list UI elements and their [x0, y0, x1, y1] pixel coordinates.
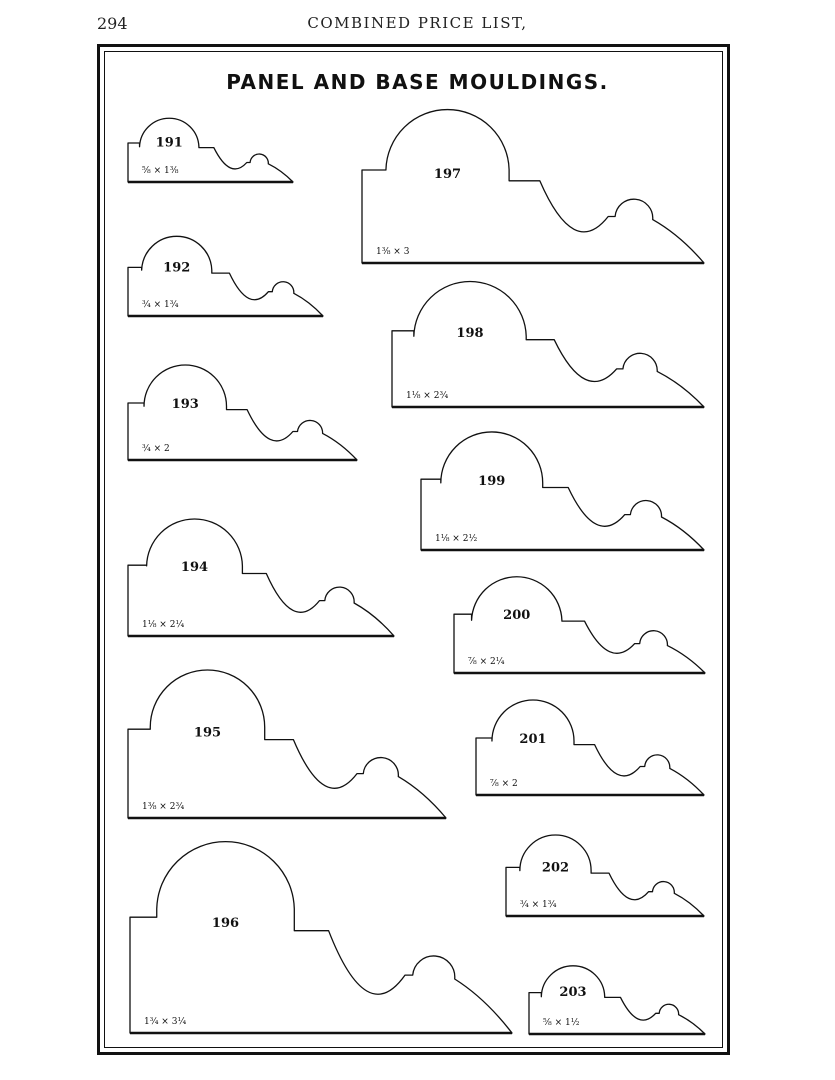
plate-title: PANEL AND BASE MOULDINGS. — [226, 70, 609, 94]
moulding-size-label: ¾ × 2 — [142, 444, 170, 454]
moulding-196 — [130, 842, 512, 1033]
moulding-192 — [128, 236, 323, 316]
moulding-size-label: 1⅜ × 2¾ — [142, 802, 185, 812]
running-head: COMBINED PRICE LIST, — [307, 14, 528, 32]
moulding-size-label: ¾ × 1¾ — [142, 300, 179, 310]
moulding-200 — [454, 577, 705, 673]
moulding-202 — [506, 835, 704, 916]
moulding-profile-outline — [362, 110, 704, 263]
moulding-number: 197 — [433, 166, 462, 182]
moulding-size-label: 1⅛ × 2¼ — [142, 620, 185, 630]
moulding-size-label: ⅞ × 2¼ — [468, 657, 505, 667]
moulding-profile-outline — [128, 670, 446, 818]
moulding-193 — [128, 365, 357, 460]
moulding-number: 196 — [211, 915, 240, 931]
moulding-size-label: 1⅛ × 2½ — [435, 534, 478, 544]
moulding-size-label: 1¾ × 3¼ — [144, 1017, 187, 1027]
moulding-profile-outline — [421, 432, 704, 550]
moulding-number: 191 — [155, 135, 183, 151]
moulding-profile-outline — [392, 281, 704, 407]
moulding-size-label: ⅝ × 1½ — [543, 1018, 580, 1028]
moulding-203 — [529, 966, 705, 1034]
moulding-195 — [128, 670, 446, 818]
moulding-194 — [128, 519, 394, 636]
moulding-number: 203 — [559, 985, 587, 1001]
moulding-number: 202 — [541, 860, 570, 876]
moulding-size-label: 1⅛ × 2¾ — [406, 391, 449, 401]
moulding-number: 200 — [503, 608, 531, 624]
moulding-number: 199 — [478, 474, 506, 490]
moulding-size-label: ¾ × 1¾ — [520, 900, 557, 910]
moulding-profile-outline — [130, 842, 512, 1033]
page-number: 294 — [97, 14, 128, 33]
moulding-191 — [128, 118, 293, 182]
moulding-number: 195 — [193, 725, 222, 741]
moulding-number: 192 — [163, 260, 191, 276]
moulding-number: 198 — [456, 326, 484, 342]
moulding-number: 193 — [171, 396, 199, 412]
moulding-size-label: ⅞ × 2 — [490, 779, 518, 789]
moulding-number: 194 — [180, 560, 209, 576]
moulding-201 — [476, 700, 704, 795]
moulding-number: 201 — [519, 731, 547, 747]
moulding-199 — [421, 432, 704, 550]
moulding-size-label: 1⅜ × 3 — [376, 247, 410, 257]
moulding-profile-outline — [128, 519, 394, 636]
moulding-197 — [362, 110, 704, 263]
moulding-198 — [392, 281, 704, 407]
moulding-size-label: ⅝ × 1⅜ — [142, 166, 179, 176]
